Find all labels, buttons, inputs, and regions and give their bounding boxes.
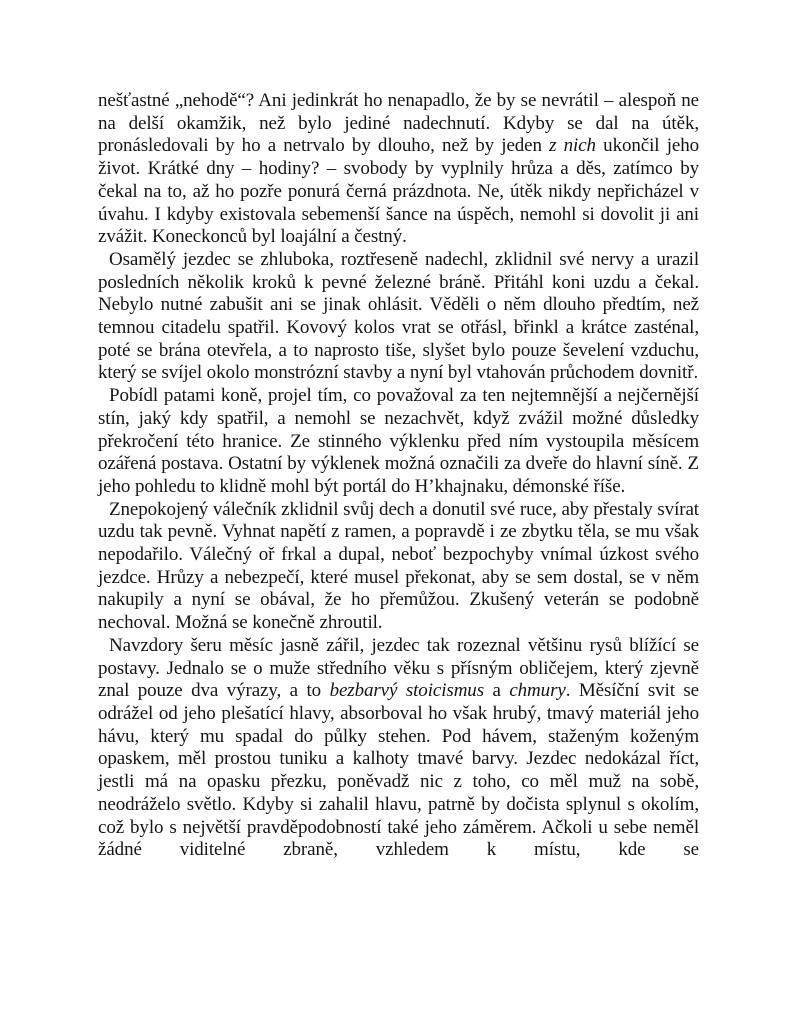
text-run: Znepokojený válečník zklidnil svůj dech a donutil své ruce, aby přestaly svírat uzdu tak pevně. Vyhnat napětí z ramen, a popravdě i ze zbytku těla, se mu však nepodařilo. Válečný oř frkal a dupal, neboť bezpochyby vnímal úzkost svého jezdce. Hrůzy a nebezpečí, které musel překonat, aby se sem dostal, se v něm nakupily a nyní se obával, že ho přemůžou. Zkušený veterán se podobně nechoval. Možná se konečně zhroutil. (98, 498, 699, 634)
paragraph-5 (98, 635, 699, 862)
paragraph-3 (98, 385, 699, 499)
text-run: Osamělý jezdec se zhluboka, roztřeseně nadechl, zklidnil své nervy a urazil posledních několik kroků k pevné železné bráně. Přitáhl koni uzdu a čekal. Nebylo nutné zabušit ani se jinak ohlásit. Věděli o něm dlouho předtím, než temnou citadelu spatřil. Kovový kolos vrat se otřásl, břinkl a krátce zasténal, poté se brána otevřela, a to naprosto tiše, slyšet bylo pouze ševelení vzduchu, který se svíjel okolo monstrózní stavby a nyní byl vtahován průchodem dovnitř. (98, 248, 699, 384)
text-run: a (484, 680, 510, 702)
italic-text-run: z nich (549, 135, 596, 157)
paragraph-2 (98, 249, 699, 385)
page-text-block (98, 90, 699, 862)
paragraph-4 (98, 499, 699, 635)
text-run: nešťastné „nehodě“? Ani jedinkrát ho nenapadlo, že by se nevrátil – alespoň ne na delší okamžik, než bylo jediné nadechnutí. Kdyby se dal na útěk, pronásledovali by ho a netrvalo by dlouho, než by jeden (98, 90, 699, 157)
text-run: Navzdory šeru měsíc jasně zářil, jezdec tak rozeznal většinu rysů blížící se postavy. Jednalo se o muže středního věku s přísným obličejem, který zjevně znal pouze dva výrazy, a to (98, 634, 699, 702)
text-run: ukončil jeho život. Krátké dny – hodiny? – svobody by vyplnily hrůza a děs, zatímco by čekal na to, až ho pozře ponurá černá prázdnota. Ne, útěk nikdy nepřicházel v úvahu. I kdyby existovala sebemenší šance na úspěch, nemohl si dovolit ji ani zvážit. Koneckonců byl loajální a čestný. (98, 135, 700, 248)
paragraph-1 (98, 90, 699, 249)
text-run: Pobídl patami koně, projel tím, co považoval za ten nejtemnější a nejčernější stín, jaký kdy spatřil, a nemohl se nezachvět, když zvážil možné důsledky překročení této hranice. Ze stinného výklenku před ním vystoupila měsícem ozářená postava. Ostatní by výklenek možná označili za dveře do hlavní síně. Z jeho pohledu to klidně mohl být portál do H’khajnaku, démonské říše. (98, 385, 699, 497)
italic-text-run: bezbarvý stoicismus (329, 680, 485, 702)
text-run: . Měsíční svit se odrážel od jeho plešatící hlavy, absorboval ho však hrubý, tmavý materiál jeho hávu, který mu spadal do půlky stehen. Pod hávem, staženým koženým opaskem, měl prostou tuniku a kalhoty tmavé barvy. Jezdec nedokázal říct, jestli má na opasku přezku, poněvadž nic z toho, co měl muž na sobě, neodráželo světlo. Kdyby si zahalil hlavu, patrně by dočista splynul s okolím, což bylo s největší pravděpodobností také jeho záměrem. Ačkoli u sebe neměl žádné viditelné zbraně, vzhledem k místu, kde se (98, 680, 699, 861)
italic-text-run: chmury (509, 680, 566, 702)
